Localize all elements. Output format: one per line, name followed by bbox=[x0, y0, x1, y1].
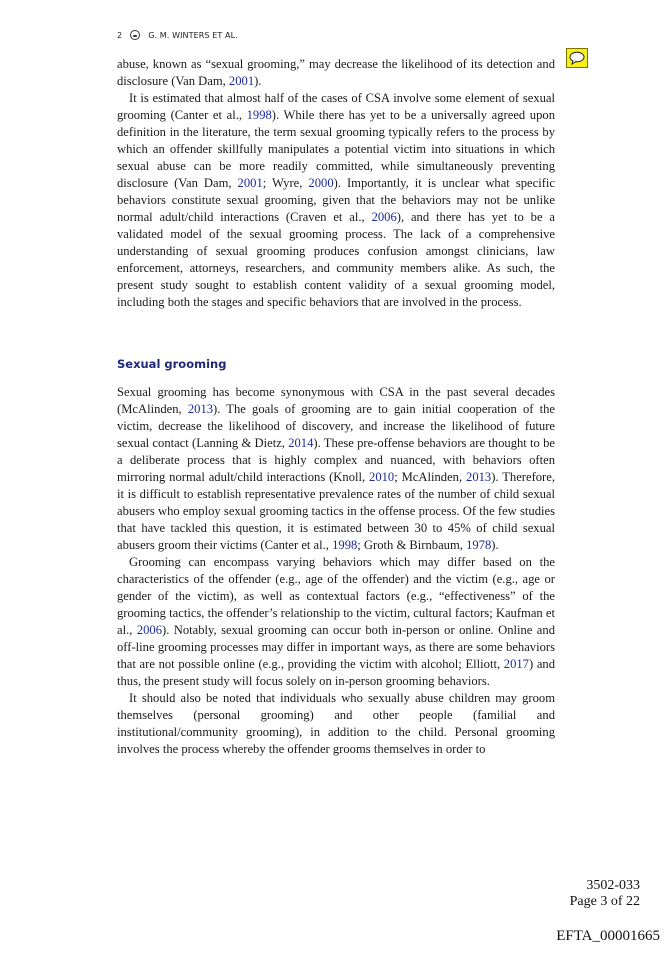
citation-link[interactable]: 2000 bbox=[308, 176, 334, 190]
text-run: ). The goals of grooming are to gain initial cooperation of the victim, decrease the likelihood of discovery, and increase the likelihood of future sexual contact (Lanning & Dietz, bbox=[117, 402, 555, 450]
document-id: 3502-033 bbox=[586, 878, 640, 893]
text-run: It should also be noted that individuals who sexually abuse children may groom themselves (personal grooming) and other people (familial and institutional/community grooming), in addition to the child. Personal grooming involves the process whereby the offender grooms themselves in order to bbox=[117, 691, 555, 756]
journal-logo-icon bbox=[130, 30, 140, 40]
text-run: ; Wyre, bbox=[262, 176, 309, 190]
paragraph bbox=[117, 384, 555, 554]
citation-link[interactable]: 2006 bbox=[136, 623, 162, 637]
paragraph bbox=[117, 554, 555, 690]
text-run: ). These pre-offense behaviors are thought to be a deliberate process that is highly complex and nuanced, with behaviors often mirroring normal adult/child interactions (Knoll, bbox=[117, 436, 555, 484]
text-run: ). Importantly, it is unclear what specific behaviors constitute sexual grooming, given that the behaviors may not be unlike normal adult/child interactions (Craven et al., bbox=[117, 176, 555, 224]
text-run: It is estimated that almost half of the cases of CSA involve some element of sexual grooming (Canter et al., bbox=[117, 91, 555, 122]
running-head-page-number: 2 bbox=[117, 30, 123, 40]
citation-link[interactable]: 2017 bbox=[503, 657, 529, 671]
text-run: ). While there has yet to be a universally agreed upon definition in the literature, the term sexual grooming typically refers to the process by which an offender skillfully manipulates a potential victim into situations in which sexual abuse can be more readily committed, while simultaneously preventing disclosure (Van Dam, bbox=[117, 108, 555, 190]
text-run: ), and there has yet to be a validated model of the sexual grooming process. The lack of a comprehensive understanding of sexual grooming produces confusion amongst clinicians, law enforcement, attorneys, researchers, and community members alike. As such, the present study sought to establish content validity of a sexual grooming model, including both the stages and specific behaviors that are involved in the process. bbox=[117, 210, 555, 309]
text-run: ). Notably, sexual grooming can occur both in-person or online. Online and off-line grooming processes may differ in important ways, as there are some behaviors that are not possible online (e.g., providing the victim with alcohol; Elliott, bbox=[117, 623, 555, 671]
citation-link[interactable]: 2001 bbox=[237, 176, 263, 190]
page-footer bbox=[570, 878, 640, 910]
paragraph bbox=[117, 56, 555, 90]
paragraph bbox=[117, 90, 555, 311]
paragraph bbox=[117, 690, 555, 758]
citation-link[interactable]: 2013 bbox=[187, 402, 214, 416]
citation-link[interactable]: 2014 bbox=[288, 436, 314, 450]
section-intro-text bbox=[117, 56, 555, 311]
section-heading-sexual-grooming: Sexual grooming bbox=[117, 357, 227, 371]
text-run: Sexual grooming has become synonymous with CSA in the past several decades (McAlinden, bbox=[117, 385, 555, 416]
text-run: ). bbox=[254, 74, 262, 88]
bates-number: EFTA_00001665 bbox=[556, 928, 660, 944]
citation-link[interactable]: 2001 bbox=[228, 74, 255, 88]
text-run: abuse, known as “sexual grooming,” may decrease the likelihood of its detection and disclosure (Van Dam, bbox=[117, 57, 555, 88]
text-run: ; McAlinden, bbox=[394, 470, 467, 484]
citation-link[interactable]: 2006 bbox=[371, 210, 397, 224]
citation-link[interactable]: 1998 bbox=[246, 108, 272, 122]
text-run: ). Therefore, it is difficult to establish representative prevalence rates of the number of child sexual abusers who employ sexual grooming tactics in the offense process. Of the few studies that have tackled this question, it is estimated between 30 to 45% of child sexual abusers groom their victims (Canter et al., bbox=[117, 470, 555, 552]
citation-link[interactable]: 1978 bbox=[466, 538, 492, 552]
citation-link[interactable]: 1998 bbox=[332, 538, 358, 552]
text-run: Grooming can encompass varying behaviors which may differ based on the characteristics of the offender (e.g., age of the offender) and the victim (e.g., age or gender of the victim), as well as contextual factors (e.g., “effectiveness” of the grooming tactics, the offender’s relationship to the victim, cultural factors; Kaufman et al., bbox=[117, 555, 555, 637]
comment-note-icon[interactable] bbox=[566, 48, 588, 68]
citation-link[interactable]: 2013 bbox=[466, 470, 492, 484]
text-run: ; Groth & Birnbaum, bbox=[357, 538, 467, 552]
citation-link[interactable]: 2010 bbox=[369, 470, 395, 484]
page-indicator: Page 3 of 22 bbox=[569, 894, 640, 909]
running-head-author: G. M. WINTERS ET AL. bbox=[148, 30, 238, 40]
text-run: ) and thus, the present study will focus solely on in-person grooming behaviors. bbox=[117, 657, 555, 688]
running-head bbox=[117, 30, 238, 40]
section-sexual-grooming-text bbox=[117, 384, 555, 758]
text-run: ). bbox=[491, 538, 499, 552]
